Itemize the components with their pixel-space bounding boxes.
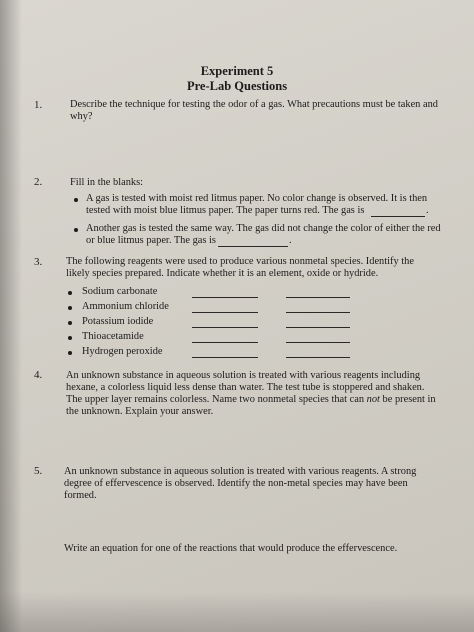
question-4-line-1: An unknown substance in aqueous solution is treated with various reagents including — [66, 370, 421, 381]
question-4-line-2: hexane, a colorless liquid less dense than water. The test tube is stoppered and shaken. — [66, 382, 425, 393]
emphasis-not: not — [366, 394, 380, 405]
bullet-icon — [68, 306, 72, 310]
page-shadow — [0, 0, 22, 632]
answer-blank-type[interactable] — [286, 297, 350, 298]
question-5-followup: Write an equation for one of the reactions that would produce the effervescence. — [64, 543, 398, 554]
answer-blank-2b[interactable] — [218, 246, 288, 247]
question-4-line-3 — [66, 394, 436, 406]
reagent-item: Hydrogen peroxide — [82, 346, 163, 357]
question-2a-line-2: tested with moist blue litmus paper. The paper turns red. The gas is — [86, 205, 365, 216]
question-number-1: 1. — [34, 99, 43, 111]
question-2a-end: . — [426, 205, 429, 216]
bullet-icon — [68, 336, 72, 340]
bullet-icon — [74, 228, 78, 232]
answer-blank-species[interactable] — [192, 327, 258, 328]
question-5-line-1: An unknown substance in aqueous solution is treated with various reagents. A strong — [64, 466, 417, 477]
question-number-5: 5. — [34, 465, 43, 477]
question-5-line-2: degree of effervescence is observed. Identify the non-metal species may have been — [64, 478, 408, 489]
page-shadow-bottom — [0, 592, 474, 632]
question-4-line-3a: The upper layer remains colorless. Name two nonmetal species that can — [66, 394, 367, 405]
answer-blank-species[interactable] — [192, 342, 258, 343]
question-5-line-3: formed. — [64, 490, 97, 501]
bullet-icon — [68, 291, 72, 295]
reagent-item: Potassium iodide — [82, 316, 154, 327]
question-2b-line-1: Another gas is tested the same way. The gas did not change the color of either the red — [86, 223, 441, 234]
question-3-line-1: The following reagents were used to produce various nonmetal species. Identify the — [66, 256, 414, 267]
page-title: Experiment 5 — [200, 64, 274, 78]
bullet-icon — [74, 198, 78, 202]
answer-blank-type[interactable] — [286, 312, 350, 313]
page-subtitle: Pre-Lab Questions — [186, 79, 288, 93]
answer-blank-species[interactable] — [192, 312, 258, 313]
bullet-icon — [68, 351, 72, 355]
answer-blank-2a[interactable] — [371, 216, 425, 217]
question-2b-end: . — [289, 235, 292, 246]
answer-blank-type[interactable] — [286, 342, 350, 343]
question-1-line-1: Describe the technique for testing the odor of a gas. What precautions must be taken and — [70, 99, 438, 110]
question-1-line-2: why? — [70, 111, 93, 122]
bullet-icon — [68, 321, 72, 325]
question-2a-line-1: A gas is tested with moist red litmus paper. No color change is observed. It is then — [86, 193, 428, 204]
answer-blank-species[interactable] — [192, 297, 258, 298]
question-4-line-3c: be present in — [379, 394, 436, 405]
reagent-item: Sodium carbonate — [82, 286, 158, 297]
question-1-text — [70, 99, 450, 123]
question-3-line-2: likely species prepared. Indicate whether it is an element, oxide or hydride. — [66, 268, 379, 279]
answer-blank-species[interactable] — [192, 357, 258, 358]
question-number-2: 2. — [34, 176, 43, 188]
answer-blank-type[interactable] — [286, 327, 350, 328]
answer-blank-type[interactable] — [286, 357, 350, 358]
reagent-item: Ammonium chloride — [82, 301, 169, 312]
question-number-3: 3. — [34, 256, 43, 268]
question-2-intro: Fill in the blanks: — [70, 177, 144, 188]
question-4-line-4: the unknown. Explain your answer. — [66, 406, 214, 417]
question-2b-line-2: or blue litmus paper. The gas is — [86, 235, 216, 246]
reagent-item: Thioacetamide — [82, 331, 144, 342]
question-number-4: 4. — [34, 369, 43, 381]
